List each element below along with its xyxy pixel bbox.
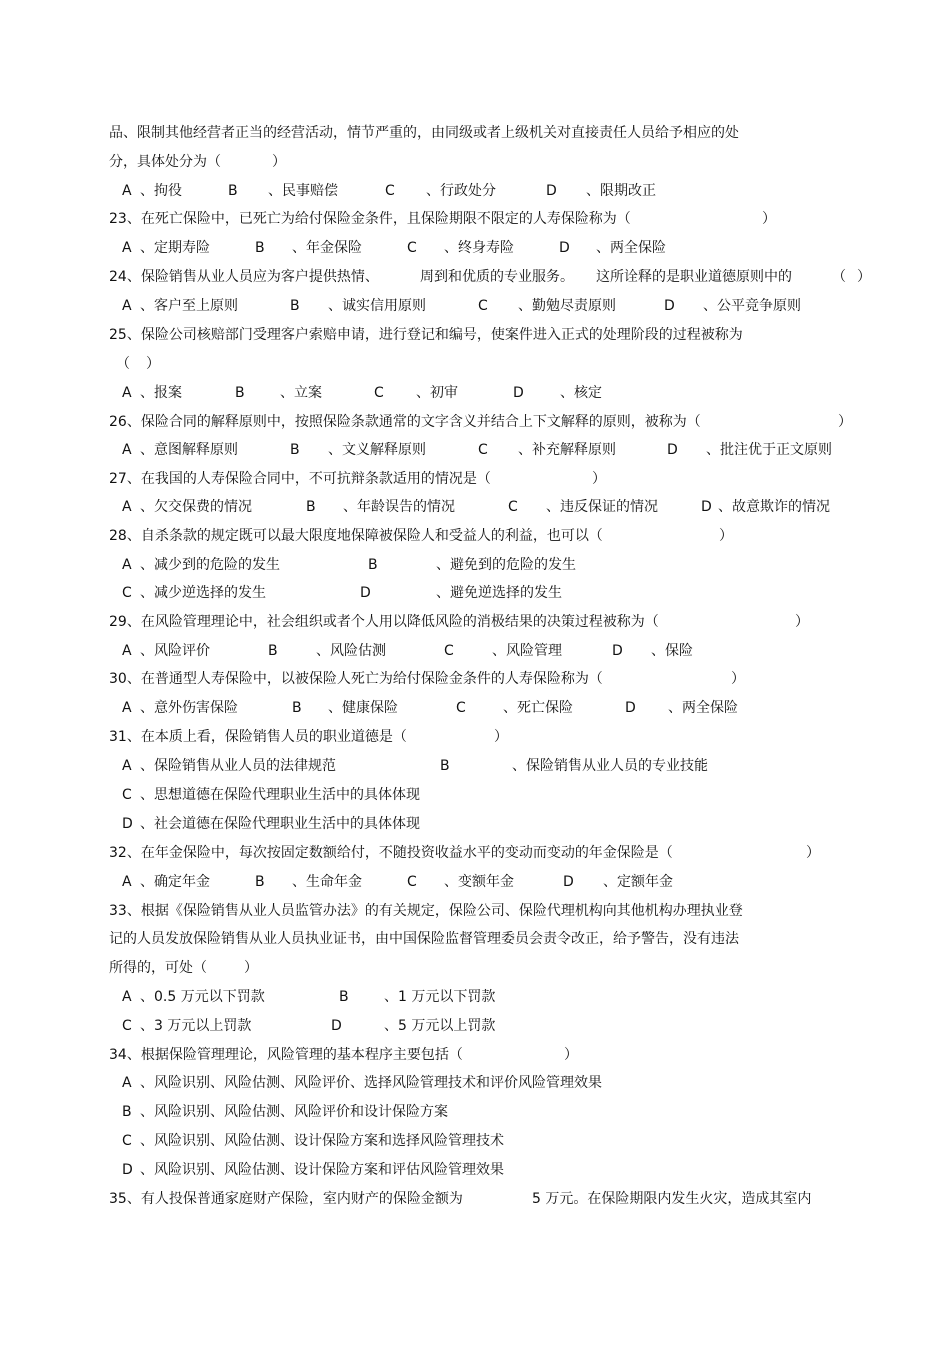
text-line	[0, 323, 950, 347]
option-letter: C	[444, 643, 454, 659]
option-line	[0, 1014, 950, 1038]
option-text: 、限期改正	[586, 183, 656, 199]
option-letter: B	[306, 499, 316, 515]
text-line	[0, 265, 950, 289]
option-text: 、意外伤害保险	[140, 700, 238, 716]
question-text: 29、在风险管理理论中，社会组织或者个人用以降低风险的消极结果的决策过程被称为（	[109, 614, 659, 630]
option-letter: C	[122, 585, 132, 601]
option-letter: C	[385, 183, 395, 199]
option-letter: B	[290, 298, 300, 314]
answer-bracket: ）	[272, 154, 286, 170]
option-letter: D	[701, 499, 712, 515]
text-line	[0, 899, 950, 923]
option-letter: D	[563, 874, 574, 890]
question-text: 31、在本质上看，保险销售人员的职业道德是（	[109, 729, 407, 745]
question-text: 24、保险销售从业人员应为客户提供热情、	[109, 269, 379, 285]
text-line	[0, 121, 950, 145]
text-line	[0, 410, 950, 434]
option-text: 、避免到的危险的发生	[436, 557, 576, 573]
question-text: 32、在年金保险中，每次按固定数额给付，不随投资收益水平的变动而变动的年金保险是（	[109, 845, 673, 861]
option-text: 、民事赔偿	[268, 183, 338, 199]
option-line	[0, 783, 950, 807]
option-letter: B	[235, 385, 245, 401]
option-letter: C	[508, 499, 518, 515]
question-text: 33、根据《保险销售从业人员监管办法》的有关规定，保险公司、保险代理机构向其他机构办理执业登	[109, 903, 743, 919]
option-text: 、客户至上原则	[140, 298, 238, 314]
text-line	[0, 467, 950, 491]
option-line	[0, 1100, 950, 1124]
option-letter: A	[122, 700, 132, 716]
option-letter: C	[456, 700, 466, 716]
question-text: 周到和优质的专业服务。	[420, 269, 574, 285]
text-line	[0, 150, 950, 174]
option-text: 、年龄误告的情况	[343, 499, 455, 515]
question-text: 所得的，可处（	[109, 960, 207, 976]
option-line	[0, 553, 950, 577]
question-text: 35、有人投保普通家庭财产保险，室内财产的保险金额为	[109, 1191, 463, 1207]
question-text: 这所诠释的是职业道德原则中的	[596, 269, 792, 285]
option-letter: C	[122, 1133, 132, 1149]
option-text: 、批注优于正文原则	[706, 442, 832, 458]
text-line	[0, 610, 950, 634]
option-letter: B	[255, 240, 265, 256]
option-text: 、生命年金	[292, 874, 362, 890]
option-line	[0, 495, 950, 519]
option-text: 、定期寿险	[140, 240, 210, 256]
option-letter: D	[122, 816, 133, 832]
option-text: 、补充解释原则	[518, 442, 616, 458]
option-text: 、文义解释原则	[328, 442, 426, 458]
option-letter: B	[122, 1104, 132, 1120]
option-letter: B	[255, 874, 265, 890]
option-line	[0, 381, 950, 405]
option-line	[0, 236, 950, 260]
answer-bracket: （	[832, 269, 846, 285]
option-letter: A	[122, 240, 132, 256]
option-text: 、变额年金	[444, 874, 514, 890]
answer-bracket: ）	[719, 528, 733, 544]
option-text: 、1 万元以下罚款	[384, 989, 496, 1005]
text-line	[0, 1187, 950, 1211]
option-letter: A	[122, 758, 132, 774]
option-letter: A	[122, 557, 132, 573]
option-line	[0, 812, 950, 836]
option-letter: D	[360, 585, 371, 601]
option-text: 、风险估测	[316, 643, 386, 659]
option-letter: D	[667, 442, 678, 458]
option-letter: C	[478, 442, 488, 458]
option-text: 、勤勉尽责原则	[518, 298, 616, 314]
answer-bracket: ）	[838, 414, 852, 430]
option-line	[0, 438, 950, 462]
option-text: 、5 万元以上罚款	[384, 1018, 496, 1034]
text-line	[0, 524, 950, 548]
option-text: 、保险销售从业人员的法律规范	[140, 758, 336, 774]
option-letter: C	[407, 874, 417, 890]
text-line	[0, 927, 950, 951]
option-text: 、公平竞争原则	[703, 298, 801, 314]
option-letter: A	[122, 989, 132, 1005]
option-letter: A	[122, 442, 132, 458]
question-text: 23、在死亡保险中，已死亡为给付保险金条件，且保险期限不限定的人寿保险称为（	[109, 211, 631, 227]
option-letter: C	[122, 787, 132, 803]
option-letter: A	[122, 1075, 132, 1091]
option-text: 、终身寿险	[444, 240, 514, 256]
option-letter: D	[559, 240, 570, 256]
question-text: 分，具体处分为（	[109, 154, 221, 170]
option-text: 、减少逆选择的发生	[140, 585, 266, 601]
option-letter: D	[331, 1018, 342, 1034]
text-line	[0, 956, 950, 980]
option-line	[0, 179, 950, 203]
option-text: 、0.5 万元以下罚款	[140, 989, 265, 1005]
option-letter: D	[513, 385, 524, 401]
option-text: 、两全保险	[668, 700, 738, 716]
text-line	[0, 667, 950, 691]
option-text: 、确定年金	[140, 874, 210, 890]
option-text: 、两全保险	[596, 240, 666, 256]
text-line	[0, 352, 950, 376]
option-text: 、避免逆选择的发生	[436, 585, 562, 601]
option-text: 、初审	[416, 385, 458, 401]
option-text: 、拘役	[140, 183, 182, 199]
answer-bracket: ）	[731, 671, 745, 687]
answer-bracket: ）	[564, 1047, 578, 1063]
option-text: 、风险识别、风险估测、风险评价和设计保险方案	[140, 1104, 448, 1120]
option-letter: C	[122, 1018, 132, 1034]
option-letter: A	[122, 874, 132, 890]
answer-bracket: ）	[806, 845, 820, 861]
text-line	[0, 725, 950, 749]
option-letter: D	[625, 700, 636, 716]
question-text: 26、保险合同的解释原则中，按照保险条款通常的文字含义并结合上下文解释的原则，被称为（	[109, 414, 701, 430]
answer-bracket: ）	[762, 211, 776, 227]
option-line	[0, 294, 950, 318]
option-text: 、诚实信用原则	[328, 298, 426, 314]
option-text: 、思想道德在保险代理职业生活中的具体体现	[140, 787, 420, 803]
answer-bracket: ）	[795, 614, 809, 630]
answer-bracket: ）	[244, 960, 258, 976]
option-letter: A	[122, 643, 132, 659]
question-text: 34、根据保险管理理论，风险管理的基本程序主要包括（	[109, 1047, 463, 1063]
option-letter: A	[122, 499, 132, 515]
text-line	[0, 1043, 950, 1067]
option-letter: C	[478, 298, 488, 314]
option-letter: C	[407, 240, 417, 256]
option-letter: A	[122, 385, 132, 401]
option-text: 、风险评价	[140, 643, 210, 659]
option-text: 、违反保证的情况	[546, 499, 658, 515]
option-letter: D	[546, 183, 557, 199]
question-text: 28、自杀条款的规定既可以最大限度地保障被保险人和受益人的利益，也可以（	[109, 528, 603, 544]
option-letter: B	[339, 989, 349, 1005]
answer-bracket: （	[116, 356, 130, 372]
option-letter: B	[368, 557, 378, 573]
option-line	[0, 870, 950, 894]
option-text: 、立案	[280, 385, 322, 401]
option-text: 、意图解释原则	[140, 442, 238, 458]
option-text: 、社会道德在保险代理职业生活中的具体体现	[140, 816, 420, 832]
answer-bracket: ）	[146, 356, 160, 372]
option-text: 、年金保险	[292, 240, 362, 256]
option-text: 、风险管理	[492, 643, 562, 659]
option-letter: D	[664, 298, 675, 314]
question-text: 5 万元。在保险期限内发生火灾，造成其室内	[532, 1191, 812, 1207]
option-letter: B	[292, 700, 302, 716]
option-letter: D	[612, 643, 623, 659]
answer-bracket: ）	[592, 471, 606, 487]
question-text: 27、在我国的人寿保险合同中，不可抗辩条款适用的情况是（	[109, 471, 491, 487]
option-text: 、风险识别、风险估测、设计保险方案和评估风险管理效果	[140, 1162, 504, 1178]
question-text: 30、在普通型人寿保险中，以被保险人死亡为给付保险金条件的人寿保险称为（	[109, 671, 603, 687]
option-text: 、死亡保险	[503, 700, 573, 716]
option-text: 、3 万元以上罚款	[140, 1018, 252, 1034]
answer-bracket: ）	[857, 269, 871, 285]
option-line	[0, 581, 950, 605]
option-line	[0, 1158, 950, 1182]
option-letter: B	[268, 643, 278, 659]
option-line	[0, 1129, 950, 1153]
option-text: 、定额年金	[603, 874, 673, 890]
option-text: 、保险	[651, 643, 693, 659]
option-text: 、报案	[140, 385, 182, 401]
option-text: 、保险销售从业人员的专业技能	[512, 758, 708, 774]
option-letter: B	[228, 183, 238, 199]
option-letter: B	[290, 442, 300, 458]
option-text: 、行政处分	[426, 183, 496, 199]
question-text: 25、保险公司核赔部门受理客户索赔申请，进行登记和编号，使案件进入正式的处理阶段的过程被称为	[109, 327, 743, 343]
option-text: 、风险识别、风险估测、风险评价、选择风险管理技术和评价风险管理效果	[140, 1075, 602, 1091]
option-line	[0, 696, 950, 720]
option-letter: A	[122, 298, 132, 314]
text-line	[0, 841, 950, 865]
option-letter: A	[122, 183, 132, 199]
option-line	[0, 985, 950, 1009]
option-line	[0, 754, 950, 778]
text-line	[0, 207, 950, 231]
option-letter: B	[440, 758, 450, 774]
option-letter: D	[122, 1162, 133, 1178]
option-line	[0, 1071, 950, 1095]
answer-bracket: ）	[494, 729, 508, 745]
option-text: 、减少到的危险的发生	[140, 557, 280, 573]
option-text: 、核定	[560, 385, 602, 401]
question-text: 品、限制其他经营者正当的经营活动，情节严重的，由同级或者上级机关对直接责任人员给予相应的处	[109, 125, 739, 141]
option-letter: C	[374, 385, 384, 401]
option-text: 、风险识别、风险估测、设计保险方案和选择风险管理技术	[140, 1133, 504, 1149]
option-text: 、欠交保费的情况	[140, 499, 252, 515]
option-text: 、故意欺诈的情况	[718, 499, 830, 515]
option-line	[0, 639, 950, 663]
option-text: 、健康保险	[328, 700, 398, 716]
question-text: 记的人员发放保险销售从业人员执业证书，由中国保险监督管理委员会责令改正，给予警告，没有违法	[109, 931, 739, 947]
